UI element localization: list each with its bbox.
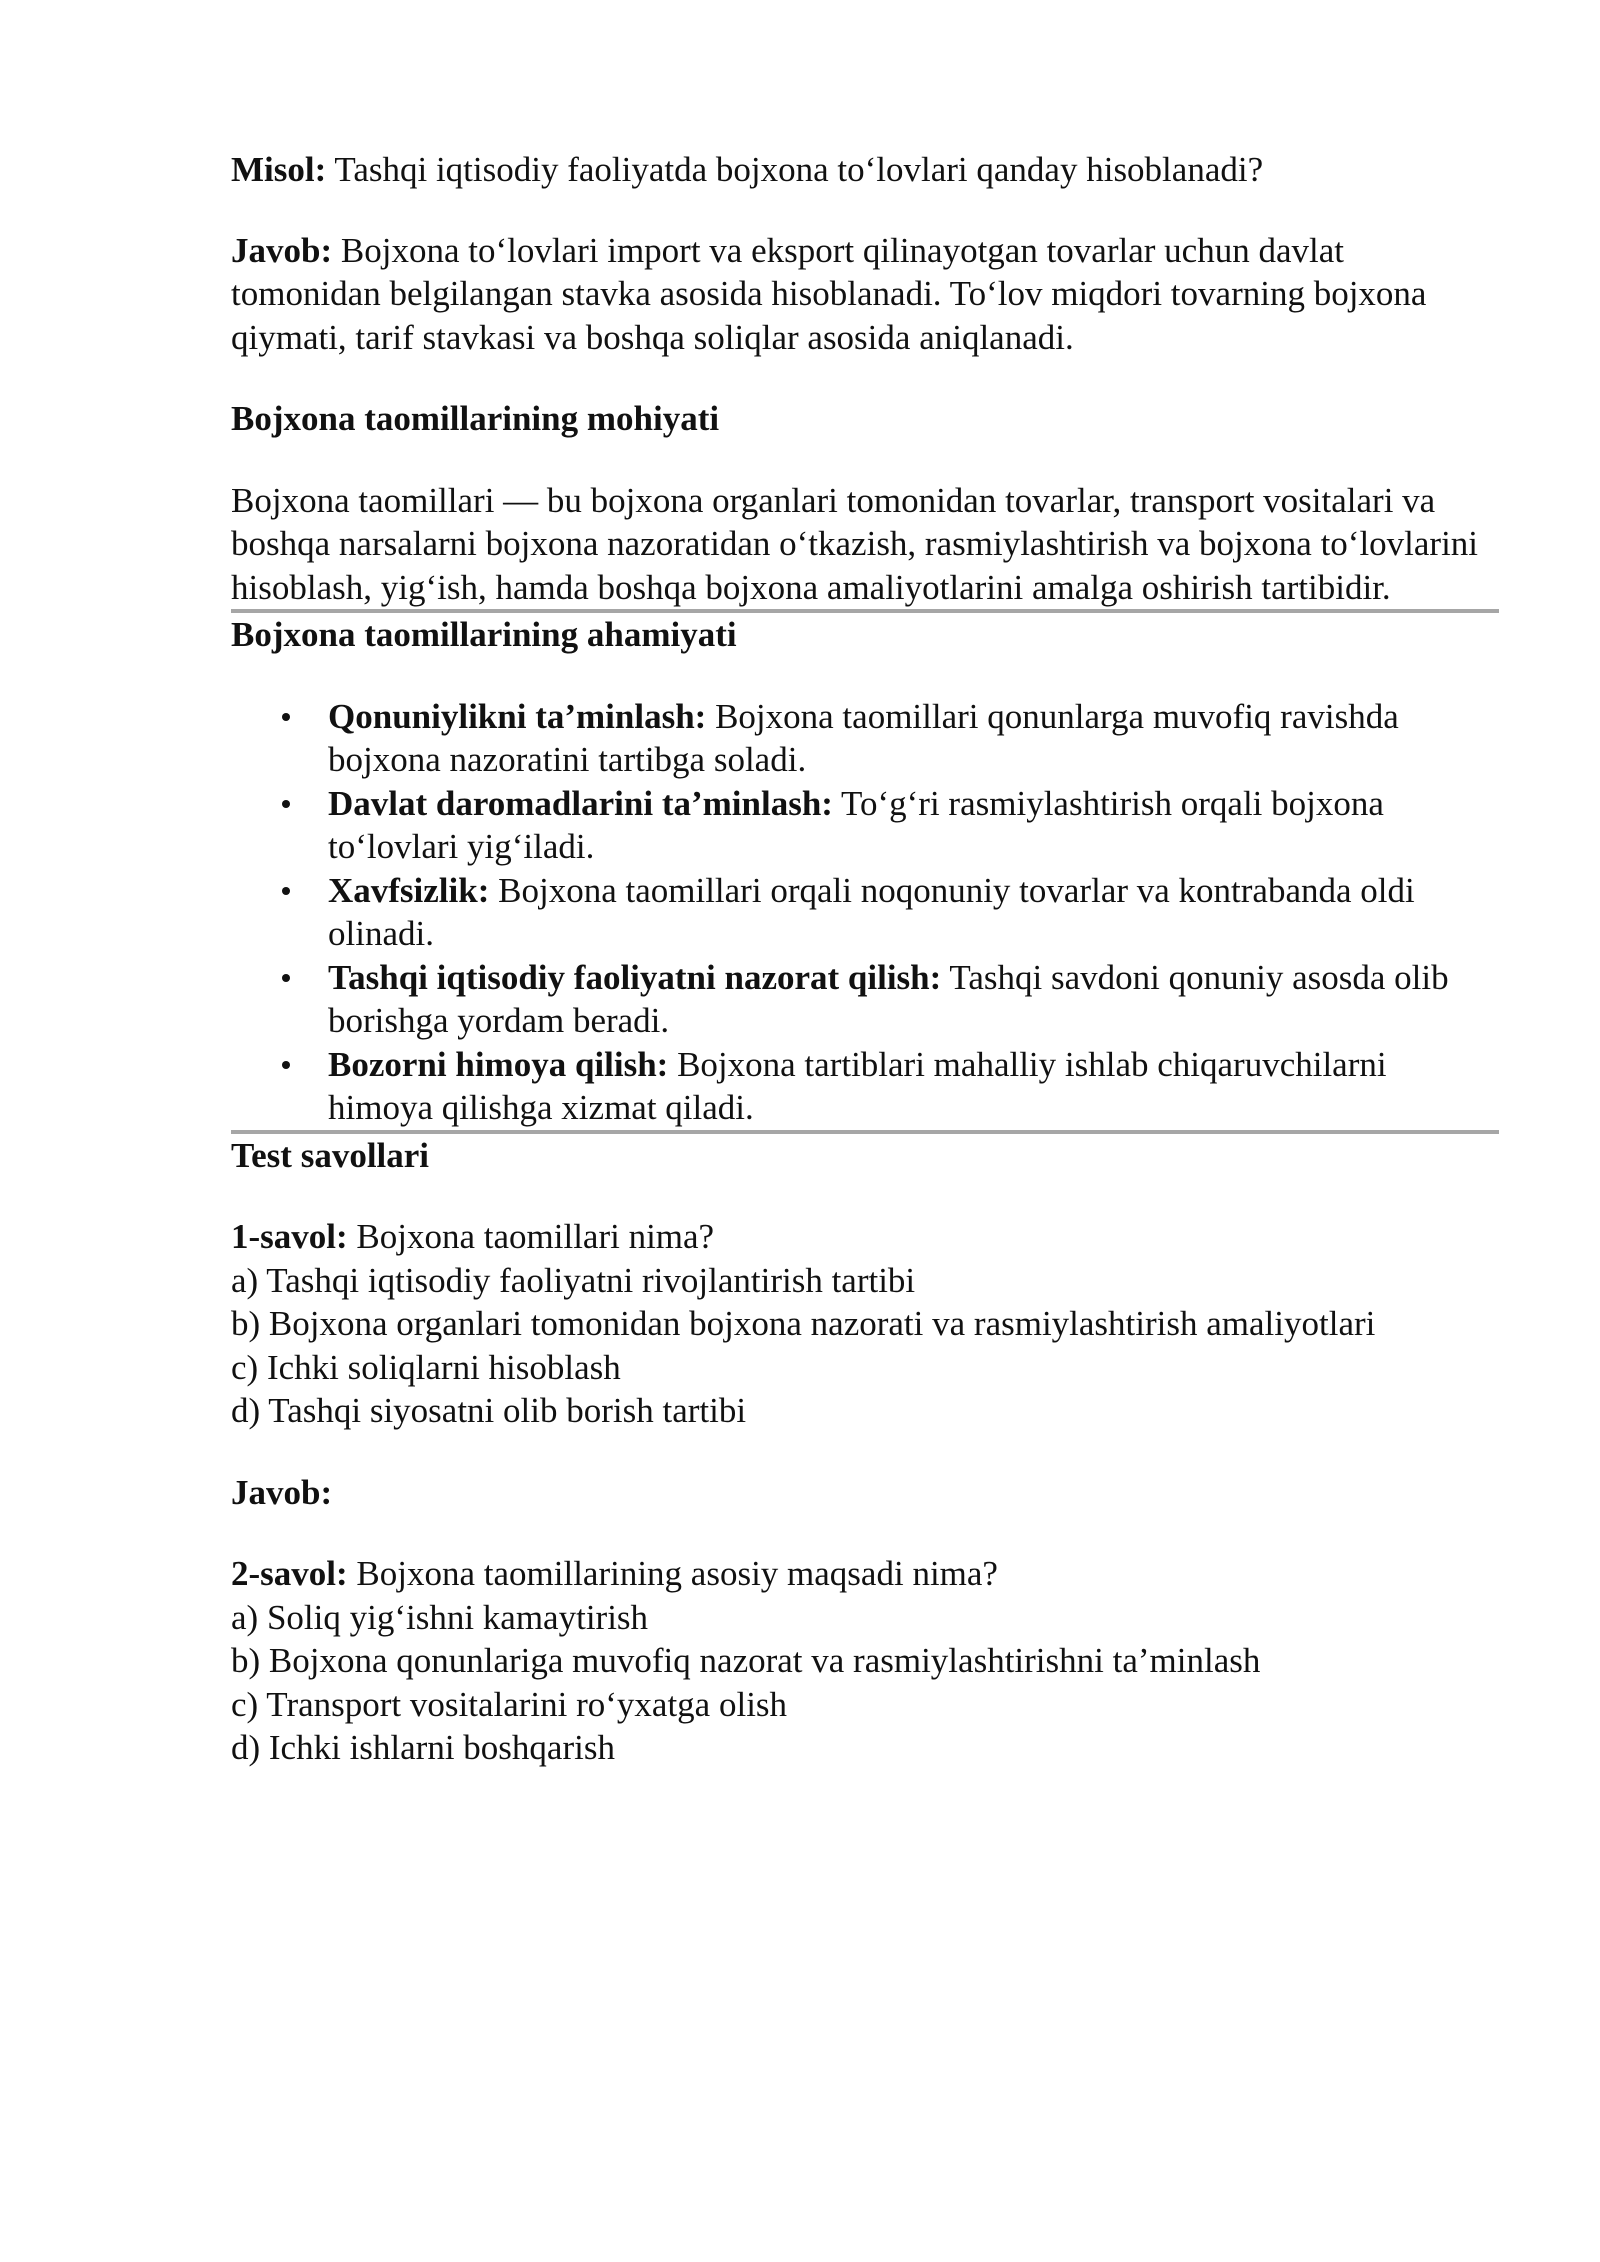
example-label: Misol: [231,150,327,189]
question-options [231,1259,1499,1433]
importance-item-label: Tashqi iqtisodiy faoliyatni nazorat qilish: [328,957,942,997]
importance-item [328,782,1499,869]
example-question-text: Tashqi iqtisodiy faoliyatda bojxona to‘lovlari qanday hisoblanadi? [326,150,1264,189]
option-d: d) Ichki ishlarni boshqarish [231,1728,615,1767]
importance-item-text: Bojxona taomillari orqali noqonuniy tovarlar va kontrabanda oldi olinadi. [328,870,1415,953]
example-answer-label: Javob: [231,230,333,270]
question-label: 1-savol: [231,1217,348,1256]
question-label: 2-savol: [231,1554,348,1593]
example-answer [231,229,1499,360]
question-block [231,1552,1499,1770]
importance-item [328,695,1499,782]
test-heading: Test savollari [231,1135,430,1175]
importance-item-text: Bojxona tartiblari mahalliy ishlab chiqaruvchilarni himoya qilishga xizmat qiladi. [328,1044,1387,1127]
importance-item-text: Bojxona taomillari qonunlarga muvofiq ravishda bojxona nazoratini tartibga soladi. [328,696,1399,779]
option-c: c) Transport vositalarini ro‘yxatga olish [231,1684,788,1724]
question-text: Bojxona taomillarining asosiy maqsadi nima? [347,1554,998,1593]
importance-item-text: To‘g‘ri rasmiylashtirish orqali bojxona to‘lovlari yig‘iladi. [328,783,1384,866]
importance-heading: Bojxona taomillarining ahamiyati [231,615,737,654]
importance-list [231,695,1499,1130]
importance-item-label: Davlat daromadlarini ta’minlash: [328,783,833,823]
option-a: a) Soliq yig‘ishni kamaytirish [231,1597,649,1637]
question-block [231,1215,1499,1433]
option-b: b) Bojxona organlari tomonidan bojxona nazorati va rasmiylashtirish amaliyotlari [231,1304,1376,1343]
question-options [231,1596,1499,1770]
question-text: Bojxona taomillari nima? [347,1217,715,1256]
importance-item-label: Qonuniylikni ta’minlash: [328,696,707,736]
document-body [231,148,1499,1770]
example-answer-text: Bojxona to‘lovlari import va eksport qilinayotgan tovarlar uchun davlat tomonidan belgilangan stavka asosida hisoblanadi. To‘lov miqdori tovarning bojxona qiymati, tarif stavkasi va boshqa soliqlar asosida aniqlanadi. [231,230,1427,357]
importance-item-text: Tashqi savdoni qonuniy asosda olib borishga yordam beradi. [328,957,1449,1040]
option-b: b) Bojxona qonunlariga muvofiq nazorat va rasmiylashtirishni ta’minlash [231,1641,1261,1680]
importance-item [328,956,1499,1043]
question-answer-label: Javob: [231,1472,333,1512]
essence-paragraph: Bojxona taomillari — bu bojxona organlari tomonidan tovarlar, transport vositalari va boshqa narsalarni bojxona nazoratidan o‘tkazish, rasmiylashtirish va bojxona to‘lovlarini hisoblash, yig‘ish, hamda boshqa bojxona amaliyotlarini amalga oshirish tartibidir. [231,480,1479,607]
importance-item-label: Bozorni himoya qilish: [328,1044,669,1084]
example-question [231,148,1499,192]
question-line [231,1552,1499,1596]
essence-heading: Bojxona taomillarining mohiyati [231,399,720,438]
importance-item [328,869,1499,956]
option-a: a) Tashqi iqtisodiy faoliyatni rivojlantirish tartibi [231,1260,916,1300]
importance-item [328,1043,1499,1130]
option-c: c) Ichki soliqlarni hisoblash [231,1347,621,1387]
question-line [231,1215,1499,1259]
option-d: d) Tashqi siyosatni olib borish tartibi [231,1391,747,1430]
importance-item-label: Xavfsizlik: [328,870,490,910]
